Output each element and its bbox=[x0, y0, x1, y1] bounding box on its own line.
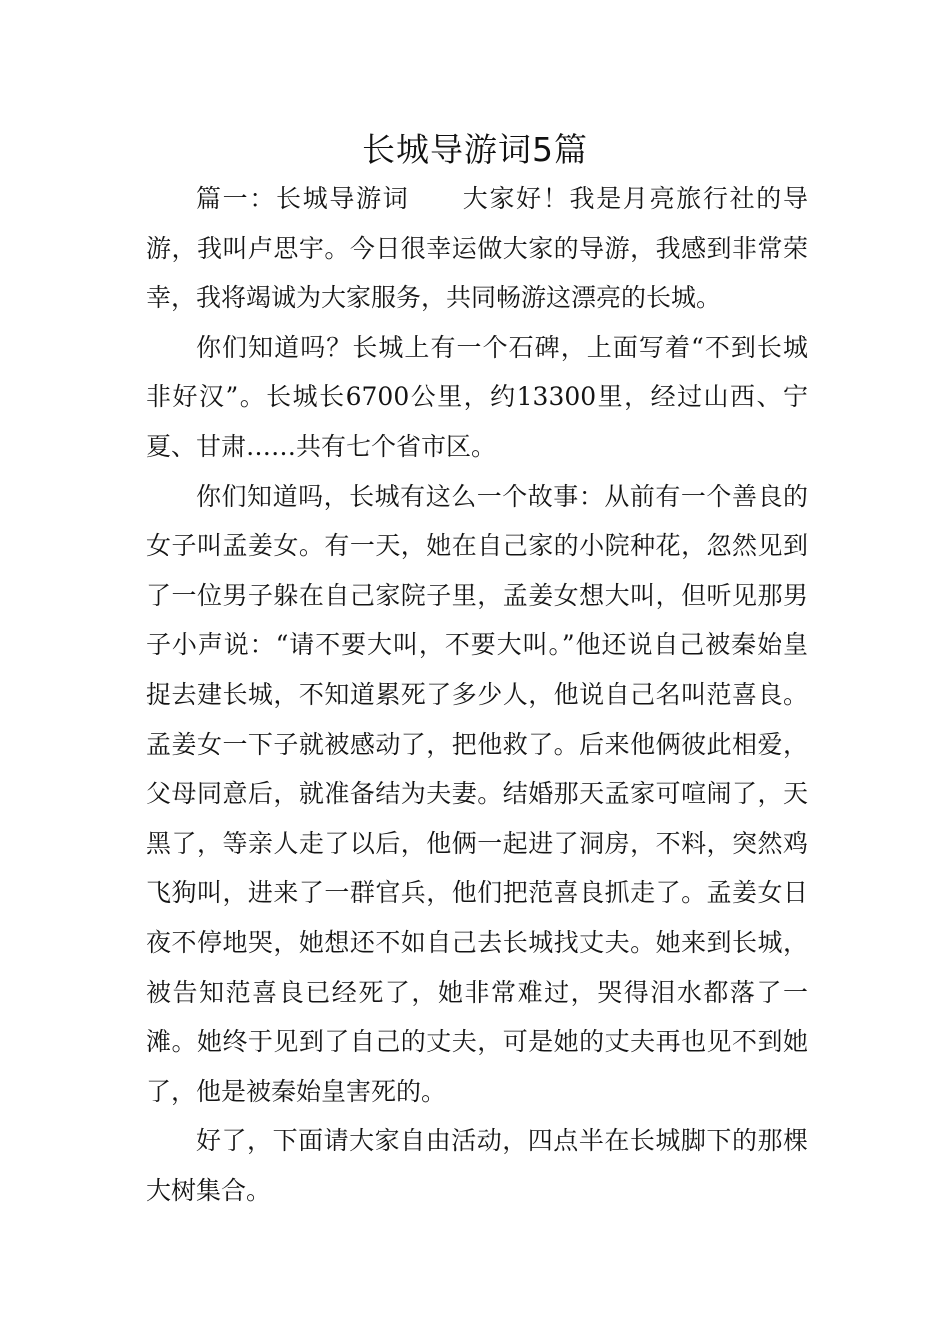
paragraph-1: 篇一：长城导游词 大家好！我是月亮旅行社的导游，我叫卢思宇。今日很幸运做大家的导游，我感到非常荣幸，我将竭诚为大家服务，共同畅游这漂亮的长城。 bbox=[146, 184, 808, 313]
paragraph-4: 好了，下面请大家自由活动，四点半在长城脚下的那棵大树集合。 bbox=[146, 1126, 808, 1205]
paragraph-3: 你们知道吗，长城有这么一个故事：从前有一个善良的女子叫孟姜女。有一天，她在自己家的小院种花，忽然见到了一位男子躲在自己家院子里，孟姜女想大叫，但听见那男子小声说：“请不要大叫，不要大叫。”他还说自己被秦始皇捉去建长城，不知道累死了多少人，他说自己名叫范喜良。孟姜女一下子就被感动了，把他救了。后来他俩彼此相爱，父母同意后，就准备结为夫妻。结婚那天孟家可喧闹了，天黑了，等亲人走了以后，他俩一起进了洞房，不料，突然鸡飞狗叫，进来了一群官兵，他们把范喜良抓走了。孟姜女日夜不停地哭，她想还不如自己去长城找丈夫。她来到长城，被告知范喜良已经死了，她非常难过，哭得泪水都落了一滩。她终于见到了自己的丈夫，可是她的丈夫再也见不到她了，他是被秦始皇害死的。 bbox=[146, 481, 808, 1106]
paragraph-2: 你们知道吗？长城上有一个石碑，上面写着“不到长城非好汉”。长城长6700公里，约13300里，经过山西、宁夏、甘肃……共有七个省市区。 bbox=[146, 332, 808, 461]
document-title: 长城导游词5篇 bbox=[362, 130, 588, 169]
document-body bbox=[146, 174, 808, 1215]
